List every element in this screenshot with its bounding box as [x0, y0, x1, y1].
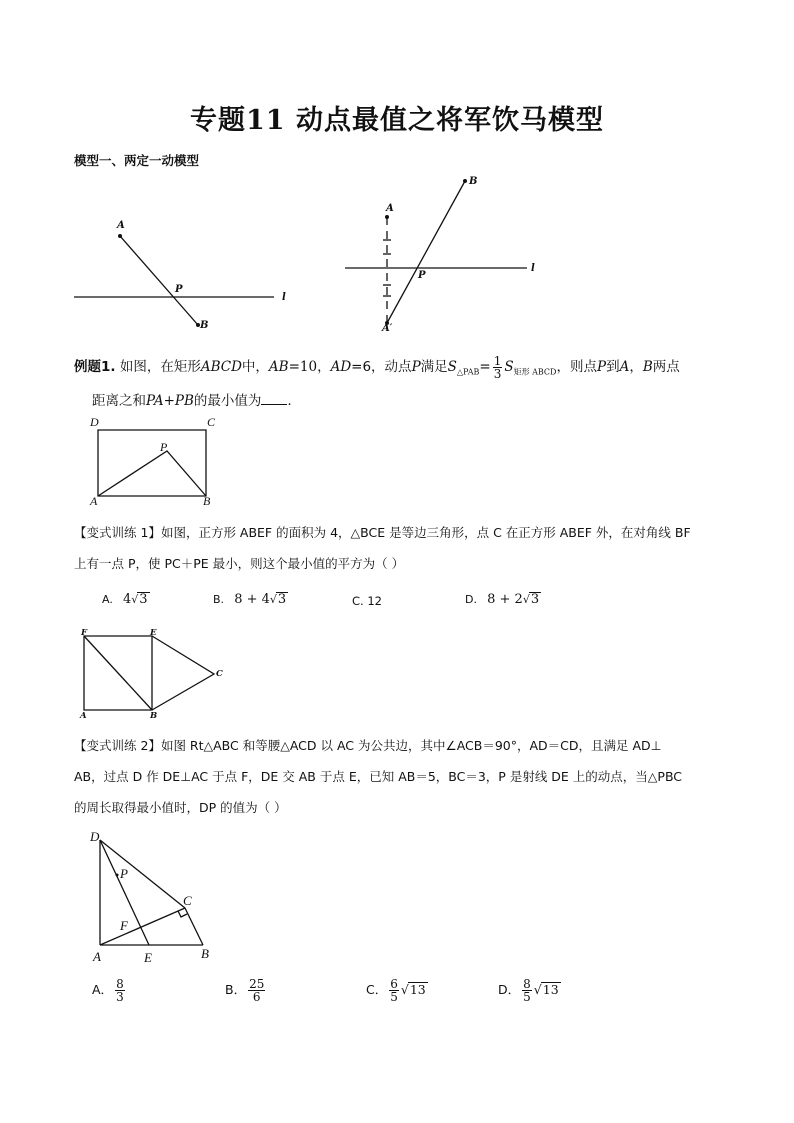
fig2-label-P: P — [418, 270, 426, 281]
variant-1-label: 【变式训练 1】 — [74, 525, 161, 540]
variant-1-option-B[interactable]: B. 8 + 4√3 — [213, 592, 287, 607]
fig5-label-D: D — [90, 829, 100, 844]
variant-1-option-D[interactable]: D. 8 + 2√3 — [465, 592, 540, 607]
variant-2-line3: 的周长取得最小值时，DP 的值为（ ） — [74, 800, 287, 815]
fig2-label-A-prime: A′ — [382, 323, 393, 334]
point-A — [385, 215, 389, 219]
fig5-label-F: F — [120, 918, 128, 933]
fig2-label-A: A — [386, 203, 394, 214]
diagonal-BF — [84, 636, 152, 710]
variant-2: 【变式训练 2】如图 Rt△ABC 和等腰△ACD 以 AC 为公共边，其中∠ACB＝90°，AD＝CD，且满足 AD⊥ — [74, 738, 662, 753]
fig4-label-E: E — [150, 628, 157, 638]
variant-2-option-B[interactable]: B． $\frac{25}{6}$ — [225, 977, 265, 1004]
triangle-APB — [98, 451, 206, 496]
fig1-label-l: l — [282, 292, 286, 303]
fig1-label-B: B — [200, 320, 209, 331]
point-A — [118, 234, 122, 238]
fig3-label-B: B — [203, 494, 211, 508]
fig5-label-B: B — [201, 946, 209, 961]
example-1-label: 例题1. — [74, 359, 116, 375]
figure-model-1-reflection — [345, 175, 545, 335]
answer-blank[interactable] — [261, 392, 287, 405]
right-angle-C — [178, 911, 187, 917]
fig4-label-A: A — [80, 711, 87, 721]
fig4-label-F: F — [81, 628, 88, 638]
segment-CB — [185, 908, 203, 945]
fig3-label-D: D — [90, 415, 99, 429]
point-B — [463, 179, 467, 183]
fraction-one-third: $\frac{1}{3}$ — [493, 354, 502, 381]
fig3-label-C: C — [207, 415, 216, 429]
variant-2-line2: AB，过点 D 作 DE⊥AC 于点 F，DE 交 AB 于点 E，已知 AB＝5，BC＝3，P 是射线 DE 上的动点，当△PBC — [74, 769, 683, 784]
example-1: 例题1. 如图，在矩形ABCD中，AB=10，AD=6，动点P满足$S_{\triangle PAB}=$ $\frac{1}{3}$ $S_{矩形 ABCD}$，则点P到A，B两点 — [74, 354, 680, 381]
variant-1-option-A[interactable]: A. 4√3 — [102, 592, 148, 607]
variant-1-option-C[interactable]: C. 12 — [352, 594, 382, 608]
segment-AC — [100, 908, 185, 945]
fig5-label-P: P — [120, 866, 128, 881]
variant-2-option-A[interactable]: A． $\frac{8}{3}$ — [92, 977, 124, 1004]
segment-AprimeB — [387, 181, 465, 323]
variant-2-option-D[interactable]: D． $\frac{8}{5}$ √13 — [498, 977, 559, 1004]
fig1-label-A: A — [117, 220, 125, 231]
segment-DC — [100, 840, 185, 908]
fig5-label-A: A — [93, 949, 101, 964]
fig3-label-A: A — [90, 494, 98, 508]
fig5-label-E: E — [144, 950, 152, 965]
variant-1-line2: 上有一点 P，使 PC＋PE 最小，则这个最小值的平方为（ ） — [74, 556, 405, 571]
fig3-label-P: P — [160, 440, 168, 454]
fig2-label-l: l — [531, 263, 535, 274]
example-1-line2: 距离之和PA+PB的最小值为 . — [92, 393, 292, 409]
point-P — [116, 874, 119, 877]
figure-triangles — [98, 838, 218, 953]
fig1-label-P: P — [175, 284, 183, 295]
variant-2-label: 【变式训练 2】 — [74, 738, 161, 753]
figure-rectangle — [96, 428, 216, 508]
fig2-label-B: B — [469, 176, 478, 187]
page-title: 专题11 动点最值之将军饮马模型 — [190, 105, 604, 136]
segment-AB — [120, 236, 198, 325]
figure-square-triangle — [82, 634, 232, 714]
figure-model-1 — [74, 220, 294, 340]
variant-1: 【变式训练 1】如图，正方形 ABEF 的面积为 4，△BCE 是等边三角形，点 C 在正方形 ABEF 外，在对角线 BF — [74, 525, 691, 540]
variant-2-option-C[interactable]: C． $\frac{6}{5}$ √13 — [366, 977, 426, 1004]
fig4-label-B: B — [150, 711, 158, 721]
fig4-label-C: C — [216, 669, 223, 679]
triangle-BCE — [152, 636, 214, 710]
fig5-label-C: C — [183, 893, 192, 908]
section-heading: 模型一、两定一动模型 — [74, 153, 200, 168]
